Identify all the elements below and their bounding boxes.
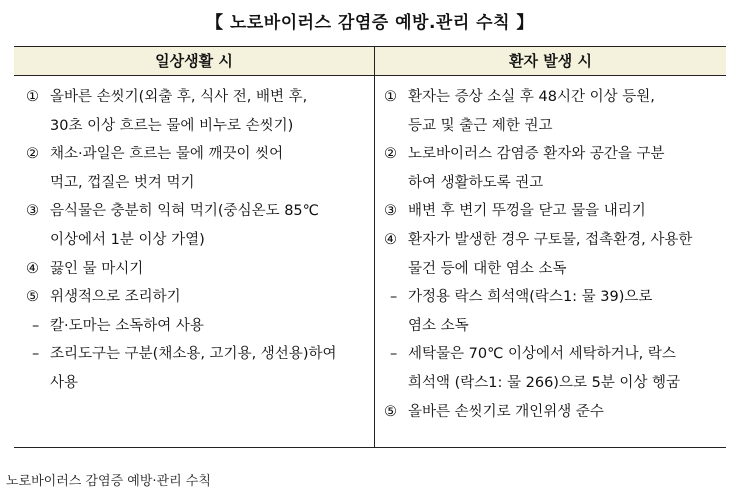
item-text: 올바른 손씻기(외출 후, 식사 전, 배변 후, (50, 89, 308, 105)
item-number: ① (384, 89, 397, 105)
item-text: 위생적으로 조리하기 (50, 289, 181, 306)
item-text: 노로바이러스 감염증 환자와 공간을 구분 (408, 146, 665, 163)
patient-case-column (384, 83, 720, 426)
column-divider (374, 47, 375, 447)
list-item (26, 255, 370, 284)
table-header-row (14, 47, 726, 76)
sub-list-item (384, 340, 720, 397)
item-text: 배변 후 변기 뚜껑을 닫고 물을 내리기 (408, 203, 646, 220)
list-item (384, 197, 720, 226)
dash-marker: – (390, 289, 398, 306)
item-text: 이상에서 1분 이상 가열) (50, 231, 205, 248)
item-text: 먹고, 껍질은 벗겨 먹기 (50, 174, 195, 191)
header-daily-life: 일상생활 시 (155, 52, 233, 70)
item-text: 음식물은 충분히 익혀 먹기(중심온도 85℃ (50, 203, 319, 220)
item-text: 채소·과일은 흐르는 물에 깨끗이 씻어 (50, 146, 284, 163)
list-item (384, 83, 720, 140)
list-item (26, 140, 370, 197)
header-patient-case: 환자 발생 시 (509, 52, 592, 70)
item-number: ④ (384, 231, 397, 248)
sub-list-item (26, 340, 370, 397)
item-text: 환자가 발생한 경우 구토물, 접촉환경, 사용한 (408, 231, 693, 248)
sub-item-text: 희석액 (락스1: 물 266)으로 5분 이상 헹굼 (408, 374, 681, 391)
item-text: 30초 이상 흐르는 물에 비누로 손씻기) (50, 117, 294, 134)
sub-item-text: 염소 소독 (408, 317, 469, 334)
item-number: ① (26, 89, 39, 105)
item-number: ③ (26, 203, 39, 220)
item-number: ⑤ (26, 289, 39, 306)
sub-item-text: 조리도구는 구분(채소용, 고기용, 생선용)하여 (50, 346, 337, 363)
item-number: ③ (384, 203, 397, 220)
list-item (26, 83, 370, 140)
item-number: ② (26, 146, 39, 163)
sub-item-text: 칼·도마는 소독하여 사용 (50, 317, 204, 334)
item-number: ④ (26, 260, 39, 277)
item-text: 올바른 손씻기로 개인위생 준수 (408, 403, 604, 420)
dash-marker: – (32, 346, 40, 363)
list-item (26, 283, 370, 312)
sub-item-text: 가정용 락스 희석액(락스1: 물 39)으로 (408, 289, 653, 306)
sub-list-item (26, 312, 370, 341)
dash-marker: – (32, 317, 40, 334)
item-text: 하여 생활하도록 권고 (408, 174, 544, 191)
guideline-table (14, 46, 726, 448)
list-item (26, 197, 370, 254)
list-item (384, 140, 720, 197)
list-item (384, 398, 720, 427)
item-text: 물건 등에 대한 염소 소독 (408, 260, 567, 277)
sub-item-text: 사용 (50, 374, 79, 391)
image-caption: 노로바이러스 감염증 예방·관리 수칙 (6, 474, 211, 489)
item-text: 끓인 물 마시기 (50, 260, 144, 277)
item-number: ② (384, 146, 397, 163)
sub-list-item (384, 283, 720, 340)
list-item (384, 226, 720, 283)
item-text: 등교 및 출근 제한 권고 (408, 117, 553, 134)
sub-item-text: 세탁물은 70℃ 이상에서 세탁하거나, 락스 (408, 346, 676, 363)
daily-life-column (26, 83, 370, 398)
item-number: ⑤ (384, 403, 397, 420)
item-text: 환자는 증상 소실 후 48시간 이상 등원, (408, 89, 655, 105)
dash-marker: – (390, 346, 398, 363)
document-title: 【 노로바이러스 감염증 예방.관리 수칙 】 (206, 13, 534, 33)
